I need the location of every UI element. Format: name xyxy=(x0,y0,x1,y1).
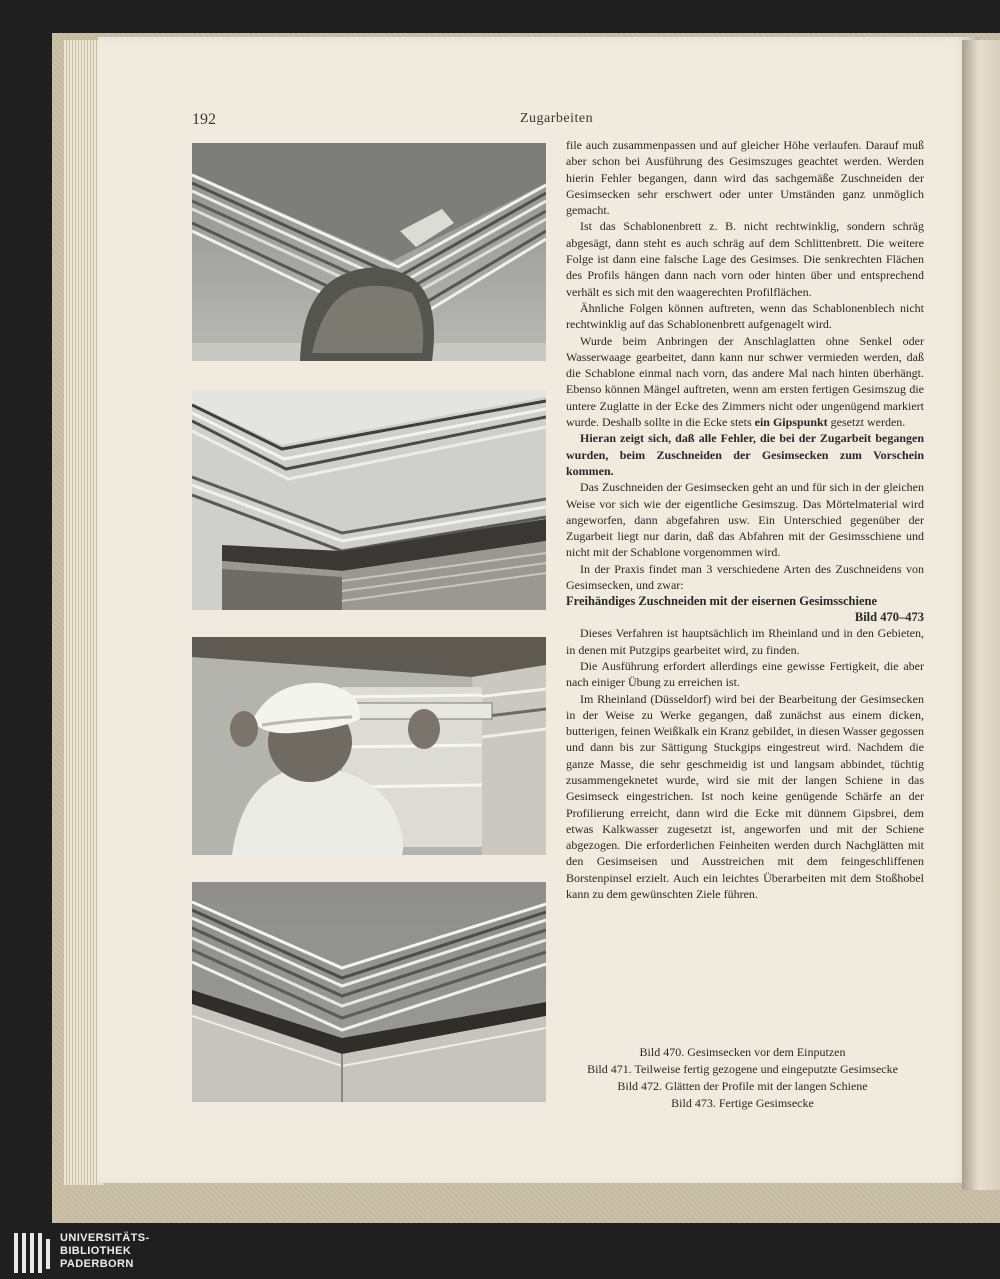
paragraph: file auch zusammenpassen und auf gleicher Höhe verlaufen. Darauf muß aber schon bei Ausführung des Gesimszuges geachtet werden. Werden hierin Fehler begangen, dann wird das sachgemäße Zuschneiden der Gesimsecken sehr erschwert oder unter Umständen ganz unmöglich gemacht. xyxy=(566,138,924,218)
paragraph-text: Wurde beim Anbringen der Anschlaglatten ohne Senkel oder Wasserwaage gearbeitet, dann kann nur schwer vermieden werden, daß die Schablone einmal nach vorn, das andere Mal nach hinten überhängt. Ebenso können Mängel auftreten, wenn am ersten fertigen Gesimszug die untere Zuglatte in der Ecke des Zimmers nicht oder ungenügend markiert wurde. Deshalb sollte in die Ecke stets xyxy=(566,333,924,430)
paragraph-emphasized: Hieran zeigt sich, daß alle Fehler, die bei der Zugarbeit begangen wurden, beim Zuschneiden der Gesimsecken zum Vorschein kommen. xyxy=(566,431,924,478)
library-name-line: BIBLIOTHEK xyxy=(60,1245,132,1257)
paragraph: Das Zuschneiden der Gesimsecken geht an und für sich in der gleichen Weise vor sich wie der eigentliche Gesimszug. Das Mörtelmaterial wird angeworfen, dann abgefahren usw. Ein Unterschied gegenüber der Zugarbeit liegt nur darin, daß das Abfahren mit der Gesimsschiene und nicht mit der Schablone vorgenommen wird. xyxy=(566,480,924,560)
library-logo-icon xyxy=(12,1231,54,1275)
book-spine xyxy=(962,40,1000,1190)
paragraph xyxy=(566,333,924,431)
photo-bild-471 xyxy=(192,391,546,610)
emphasis: ein Gipspunkt xyxy=(754,415,828,430)
section-heading xyxy=(566,593,924,625)
library-name-line: PADERBORN xyxy=(60,1258,134,1270)
section-heading-title: Freihändiges Zuschneiden mit der eisernen Gesimsschiene xyxy=(566,594,877,609)
photo-bild-470 xyxy=(192,143,546,361)
caption-bild-471: Bild 471. Teilweise fertig gezogene und eingeputzte Gesimsecke xyxy=(587,1062,898,1076)
library-name xyxy=(60,1232,150,1271)
library-name-line: UNIVERSITÄTS- xyxy=(60,1232,150,1244)
paragraph: In der Praxis findet man 3 verschiedene Arten des Zuschneidens von Gesimsecken, und zwar: xyxy=(566,561,924,593)
paragraph: Im Rheinland (Düsseldorf) wird bei der Bearbeitung der Gesimsecken in der Weise zu Werke gegangen, daß zunächst aus einem dicken, butterigen, feinen Weißkalk ein Kranz gebildet, in diesen Wasser gegossen und dann bis zur Sättigung Stuckgips eingestreut wird. Nachdem die ganze Masse, die sehr geschmeidig ist und langsam abbindet, tüchtig zusammengeknetet wurde, wird sie mit der langen Schiene in das Gesimseck eingestrichen. Ist noch keine genügende Schärfe an der Profilierung erreicht, dann wird die Ecke mit dünnem Gipsbrei, dem etwas Kalkwasser zugesetzt ist, angeworfen und mit der Schiene abgezogen. Die erforderlichen Feinheiten werden durch Nachglätten mit den Gesimseisen und Ausstreichen mit dem feingeschliffenen Borstenpinsel erzielt. Auch ein leichtes Überarbeiten mit dem Stoßhobel kann zu dem gewünschten Ziele führen. xyxy=(566,691,924,902)
paragraph: Ist das Schablonenbrett z. B. nicht rechtwinklig, sondern schräg abgesägt, dann steht es auch schräg auf dem Schlittenbrett. Die weitere Folge ist dann eine falsche Lage des Gesimses. Die senkrechten Flächen des Profils hängen dann nach vorn oder hinten über und entsprechend verhält es sich mit den waagerechten Profilflächen. xyxy=(566,219,924,299)
paragraph-text: gesetzt werden. xyxy=(830,415,906,430)
figure-captions xyxy=(560,1044,925,1112)
caption-bild-473: Bild 473. Fertige Gesimsecke xyxy=(671,1096,814,1110)
section-heading-figure-ref: Bild 470–473 xyxy=(854,610,924,625)
paragraph: Ähnliche Folgen können auftreten, wenn das Schablonenblech nicht rechtwinklig auf das Schablonenbrett aufgenagelt wird. xyxy=(566,300,924,332)
photo-bild-472 xyxy=(192,637,546,855)
caption-bild-472: Bild 472. Glätten der Profile mit der langen Schiene xyxy=(617,1079,868,1093)
page-number: 192 xyxy=(192,111,216,128)
paragraph: Dieses Verfahren ist hauptsächlich im Rheinland und in den Gebieten, in denen mit Putzgips gearbeitet wird, zu finden. xyxy=(566,626,924,657)
photo-bild-473 xyxy=(192,882,546,1102)
running-head: Zugarbeiten xyxy=(520,111,594,126)
caption-bild-470: Bild 470. Gesimsecken vor dem Einputzen xyxy=(639,1045,846,1059)
body-text xyxy=(566,137,924,902)
paragraph: Die Ausführung erfordert allerdings eine gewisse Fertigkeit, die aber nach einiger Übung zu erreichen ist. xyxy=(566,658,924,690)
